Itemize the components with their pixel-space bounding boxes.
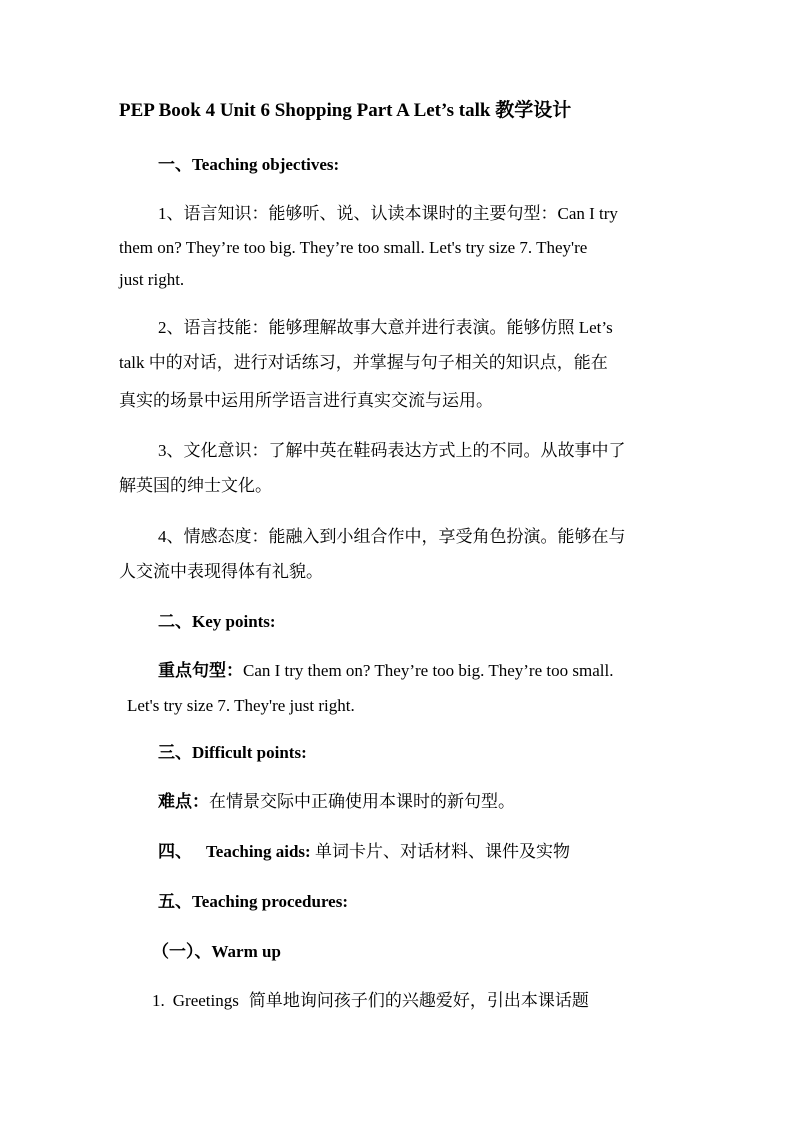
objective-3-line-1: 3、文化意识：了解中英在鞋码表达方式上的不同。从故事中了 [158,441,626,460]
objective-2-line-3: 真实的场景中运用所学语言进行真实交流与运用。 [119,391,493,410]
objective-4-line-1: 4、情感态度：能融入到小组合作中，享受角色扮演。能够在与 [158,527,626,546]
step-1-number: 1. [152,991,165,1010]
step-1-text: 简单地询问孩子们的兴趣爱好，引出本课话题 [248,991,589,1010]
objective-2-line-2: talk 中的对话，进行对话练习，并掌握与句子相关的知识点，能在 [119,353,608,372]
section-heading-key-points: 二、Key points: [158,612,276,631]
key-points-sentences-1: Can I try them on? They’re too big. They’re too small. [243,661,614,680]
section-heading-difficult-points: 三、Difficult points: [158,743,307,762]
teaching-aids-text: 单词卡片、对话材料、课件及实物 [310,842,570,861]
difficult-points-text: 在情景交际中正确使用本课时的新句型。 [209,792,515,811]
step-1-label: Greetings [172,991,239,1010]
objective-1-line-1: 1、语言知识：能够听、说、认读本课时的主要句型：Can I try [158,204,618,223]
objective-1-line-3: just right. [119,270,185,289]
section-heading-objectives: 一、Teaching objectives: [158,155,340,174]
teaching-aids-number: 四、 [158,842,192,861]
objective-3-line-2: 解英国的绅士文化。 [119,476,272,495]
section-teaching-aids [158,842,570,862]
objective-1-line-2: them on? They’re too big. They’re too small. Let's try size 7. They're [119,238,588,257]
objective-2-line-1: 2、语言技能：能够理解故事大意并进行表演。能够仿照 Let’s [158,318,613,337]
key-points-line-2: Let's try size 7. They're just right. [127,696,355,715]
procedure-step-1 [152,991,589,1011]
document-title: PEP Book 4 Unit 6 Shopping Part A Let’s talk 教学设计 [119,100,572,121]
difficult-points-label: 难点： [158,792,209,811]
subsection-heading-warm-up: （一）、Warm up [152,942,281,961]
difficult-points-line [158,792,515,812]
key-points-label: 重点句型： [158,661,243,680]
section-heading-procedures: 五、Teaching procedures: [158,892,349,911]
key-points-line-1 [158,661,613,681]
teaching-aids-heading: Teaching aids: [206,842,311,861]
objective-4-line-2: 人交流中表现得体有礼貌。 [119,562,323,581]
